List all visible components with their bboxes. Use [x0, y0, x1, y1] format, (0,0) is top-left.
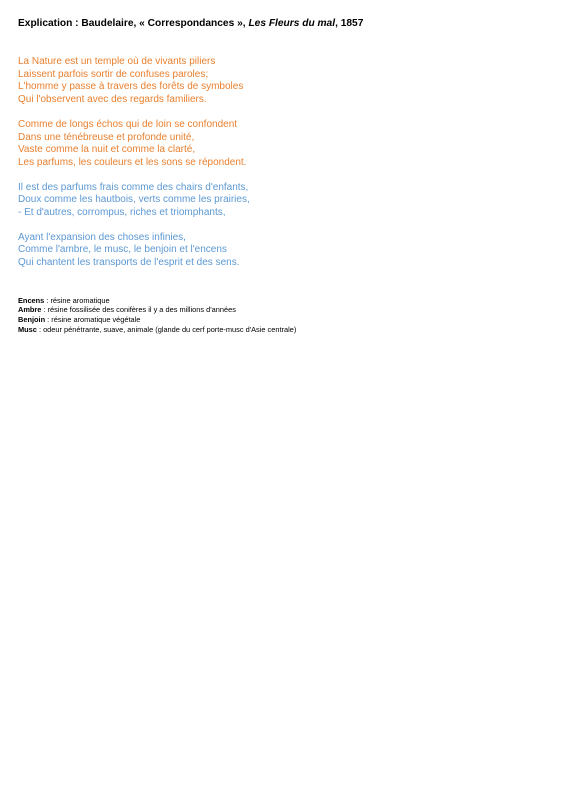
glossary-entry [18, 296, 548, 306]
poem-verse: Il est des parfums frais comme des chairs d'enfants, [18, 181, 249, 193]
glossary-entry [18, 325, 548, 335]
poem-stanza-4 [18, 232, 548, 270]
poem-verse: Qui chantent les transports de l'esprit et des sens. [18, 257, 240, 269]
glossary-term: Benjoin [18, 315, 46, 325]
poem-stanza-2 [18, 119, 548, 170]
document-title [18, 17, 548, 30]
glossary-definition: : résine aromatique végétale [45, 315, 141, 325]
glossary-definition: : résine aromatique [44, 295, 110, 305]
glossary-term: Encens [18, 295, 45, 305]
poem-verse: Qui l'observent avec des regards familiers. [18, 94, 207, 106]
poem-verse: L'homme y passe à travers des forêts de symboles [18, 81, 244, 93]
document-page [18, 17, 548, 334]
title-prefix: Explication : Baudelaire, « Correspondances », [18, 18, 249, 29]
poem-verse: - Et d'autres, corrompus, riches et triomphants, [18, 207, 226, 219]
glossary-term: Musc [18, 324, 37, 334]
poem-stanza-3 [18, 182, 548, 220]
poem-verse: Les parfums, les couleurs et les sons se répondent. [18, 156, 247, 168]
glossary-term: Ambre [18, 305, 42, 315]
poem-verse: Doux comme les hautbois, verts comme les prairies, [18, 194, 250, 206]
poem-verse: Ayant l'expansion des choses infinies, [18, 231, 186, 243]
poem-verse: Vaste comme la nuit et comme la clarté, [18, 144, 196, 156]
poem-stanza-1 [18, 56, 548, 107]
glossary-definition: : odeur pénétrante, suave, animale (glande du cerf porte-musc d'Asie centrale) [36, 324, 297, 334]
glossary-entry [18, 305, 548, 315]
glossary-entry [18, 315, 548, 325]
glossary-definition: : résine fossilisée des conifères il y a des millions d'années [41, 305, 236, 315]
poem-verse: Dans une ténébreuse et profonde unité, [18, 131, 195, 143]
poem-verse: La Nature est un temple où de vivants piliers [18, 56, 216, 67]
title-year: , 1857 [335, 18, 364, 29]
glossary [18, 296, 548, 334]
title-book-name: Les Fleurs du mal [248, 18, 336, 29]
poem-verse: Comme de longs échos qui de loin se confondent [18, 118, 238, 130]
poem-verse: Laissent parfois sortir de confuses paroles; [18, 68, 209, 80]
poem-verse: Comme l'ambre, le musc, le benjoin et l'encens [18, 244, 227, 256]
